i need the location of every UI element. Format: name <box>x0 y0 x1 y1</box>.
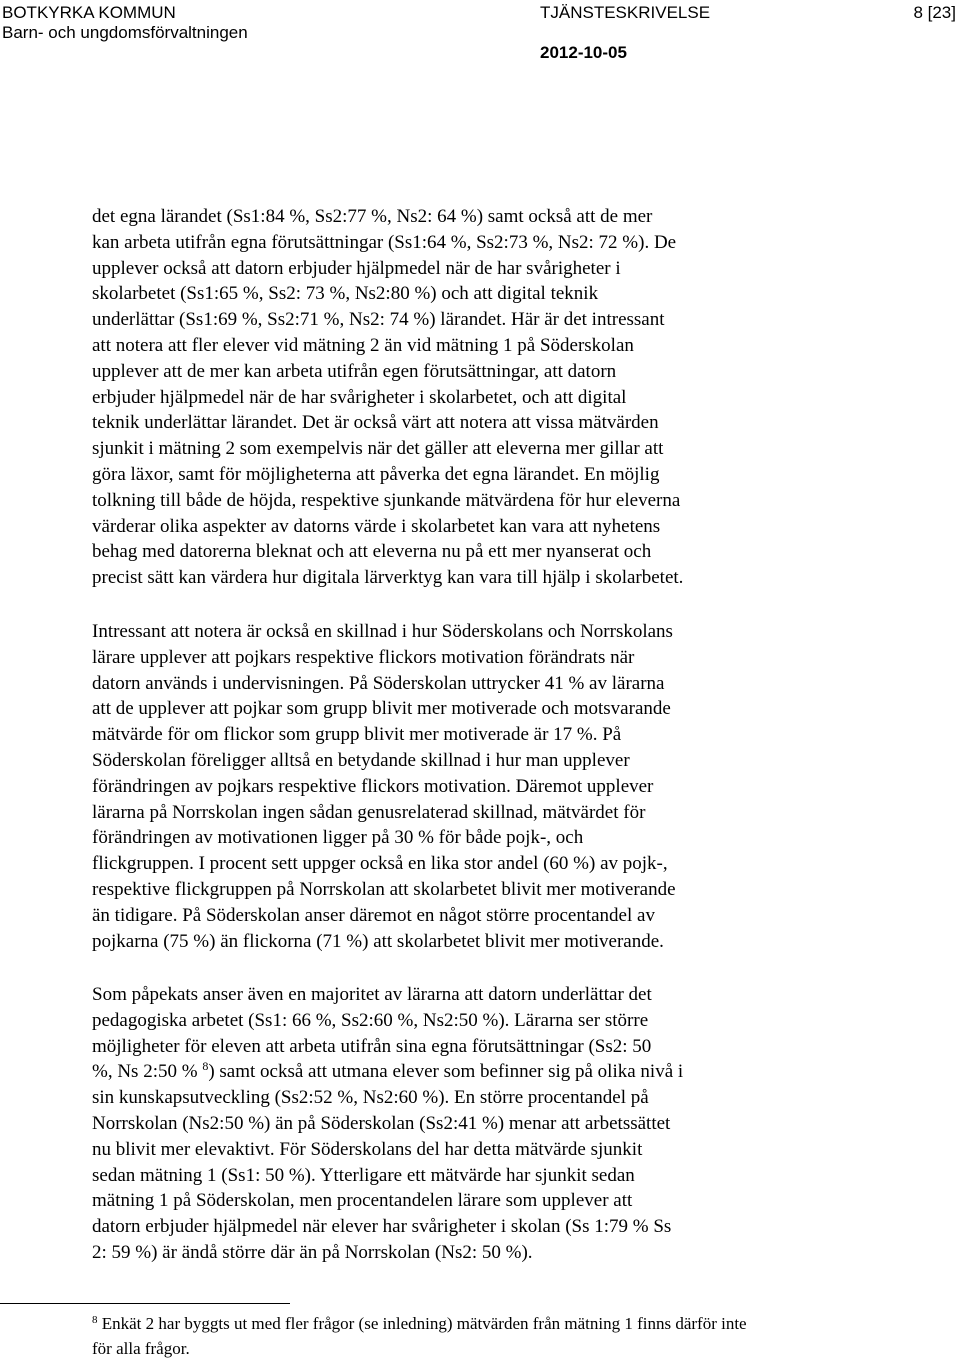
text-line: än tidigare. På Söderskolan anser däremot en något större procentandel av <box>92 904 655 926</box>
footnote-number: 8 <box>92 1314 98 1326</box>
department-name: Barn- och ungdomsförvaltningen <box>2 23 248 42</box>
text-line: datorn används i undervisningen. På Söderskolan uttrycker 41 % av lärarna <box>92 672 665 694</box>
text-line: tolkning till både de höjda, respektive sjunkande mätvärdena för hur eleverna <box>92 489 681 511</box>
text-line: pojkarna (75 %) än flickorna (71 %) att skolarbetet blivit mer motiverande. <box>92 930 664 952</box>
text-line: pedagogiska arbetet (Ss1: 66 %, Ss2:60 %, Ns2:50 %). Lärarna ser större <box>92 1009 649 1031</box>
text-line: respektive flickgruppen på Norrskolan att skolarbetet blivit mer motiverande <box>92 878 676 900</box>
organization-name: BOTKYRKA KOMMUN <box>2 3 176 22</box>
footnote-line: för alla frågor. <box>92 1339 190 1358</box>
text-line: mätning 1 på Söderskolan, men procentandelen lärare som upplever att <box>92 1190 633 1212</box>
paragraph-1 <box>92 204 844 591</box>
text-line: förändringen av motivationen ligger på 30 % för både pojk-, och <box>92 827 584 849</box>
footnote-separator <box>0 1303 290 1304</box>
document-date: 2012-10-05 <box>540 43 627 62</box>
text-segment: ) samt också att utmana elever som befinner sig på olika nivå i <box>208 1061 684 1083</box>
text-line: att notera att fler elever vid mätning 2 än vid mätning 1 på Söderskolan <box>92 334 634 356</box>
text-line: 2: 59 %) är ändå större där än på Norrskolan (Ns2: 50 %). <box>92 1241 533 1263</box>
paragraph-3 <box>92 982 844 1266</box>
text-line-with-footnote-ref <box>92 1059 844 1085</box>
text-line: skolarbetet (Ss1:65 %, Ss2: 73 %, Ns2:80 %) och att digital teknik <box>92 283 599 305</box>
footnote <box>92 1311 747 1361</box>
text-line: behag med datorerna bleknat och att eleverna nu på ett mer nyanserat och <box>92 541 652 563</box>
text-line: förändringen av pojkars respektive flickors motivation. Däremot upplever <box>92 775 654 797</box>
text-line: mätvärde för om flickor som grupp blivit mer motiverade är 17 %. På <box>92 724 622 746</box>
text-line: teknik underlättar lärandet. Det är också värt att notera att vissa mätvärden <box>92 412 659 434</box>
text-line: möjligheter för eleven att arbeta utifrån sina egna förutsättningar (Ss2: 50 <box>92 1035 652 1057</box>
text-line: Norrskolan (Ns2:50 %) än på Söderskolan (Ss2:41 %) menar att arbetssättet <box>92 1112 671 1134</box>
text-line: lärare upplever att pojkars respektive flickors motivation förändrats när <box>92 646 635 668</box>
footnote-text: Enkät 2 har byggts ut med fler frågor (se inledning) mätvärden från mätning 1 finns därför inte <box>97 1314 747 1333</box>
text-line: Söderskolan föreligger alltså en betydande skillnad i hur man upplever <box>92 749 630 771</box>
text-line: upplever också att datorn erbjuder hjälpmedel när de har svårigheter i <box>92 257 621 279</box>
document-type: TJÄNSTESKRIVELSE <box>540 3 711 22</box>
text-line: upplever att de mer kan arbeta utifrån egen förutsättningar, att datorn <box>92 360 617 382</box>
text-line: sin kunskapsutveckling (Ss2:52 %, Ns2:60 %). En större procentandel på <box>92 1087 649 1109</box>
page-number: 8 [23] <box>913 3 956 22</box>
text-line: att de upplever att pojkar som grupp blivit mer motiverade och motsvarande <box>92 698 671 720</box>
text-line: nu blivit mer elevaktivt. För Söderskolans del har detta mätvärde sjunkit <box>92 1138 643 1160</box>
text-line: värderar olika aspekter av datorns värde i skolarbetet kan vara att nyhetens <box>92 515 661 537</box>
paragraph-2 <box>92 619 844 954</box>
text-line: lärarna på Norrskolan ingen sådan genusrelaterad skillnad, mätvärdet för <box>92 801 646 823</box>
footnote-reference[interactable]: 8 <box>202 1059 209 1074</box>
text-line: sedan mätning 1 (Ss1: 50 %). Ytterligare ett mätvärde har sjunkit sedan <box>92 1164 635 1186</box>
text-line: flickgruppen. I procent sett uppger också en lika stor andel (60 %) av pojk-, <box>92 853 668 875</box>
text-line: göra läxor, samt för möjligheterna att påverka det egna lärandet. En möjlig <box>92 463 660 485</box>
footnote-line <box>92 1311 747 1336</box>
text-line: underlättar (Ss1:69 %, Ss2:71 %, Ns2: 74 %) lärandet. Här är det intressant <box>92 309 665 331</box>
text-line: erbjuder hjälpmedel när de har svårigheter i skolarbetet, och att digital <box>92 386 627 408</box>
text-line: Intressant att notera är också en skillnad i hur Söderskolans och Norrskolans <box>92 621 673 642</box>
text-line: datorn erbjuder hjälpmedel när elever har svårigheter i skolan (Ss 1:79 % Ss <box>92 1216 672 1238</box>
text-line: Som påpekats anser även en majoritet av lärarna att datorn underlättar det <box>92 984 652 1005</box>
text-segment: %, Ns 2:50 % <box>92 1061 203 1083</box>
text-line: kan arbeta utifrån egna förutsättningar (Ss1:64 %, Ss2:73 %, Ns2: 72 %). De <box>92 231 677 253</box>
text-line: det egna lärandet (Ss1:84 %, Ss2:77 %, Ns2: 64 %) samt också att de mer <box>92 206 653 227</box>
text-line: sjunkit i mätning 2 som exempelvis när det gäller att eleverna mer gillar att <box>92 438 664 460</box>
text-line: precist sätt kan värdera hur digitala lärverktyg kan vara till hjälp i skolarbetet. <box>92 567 684 589</box>
